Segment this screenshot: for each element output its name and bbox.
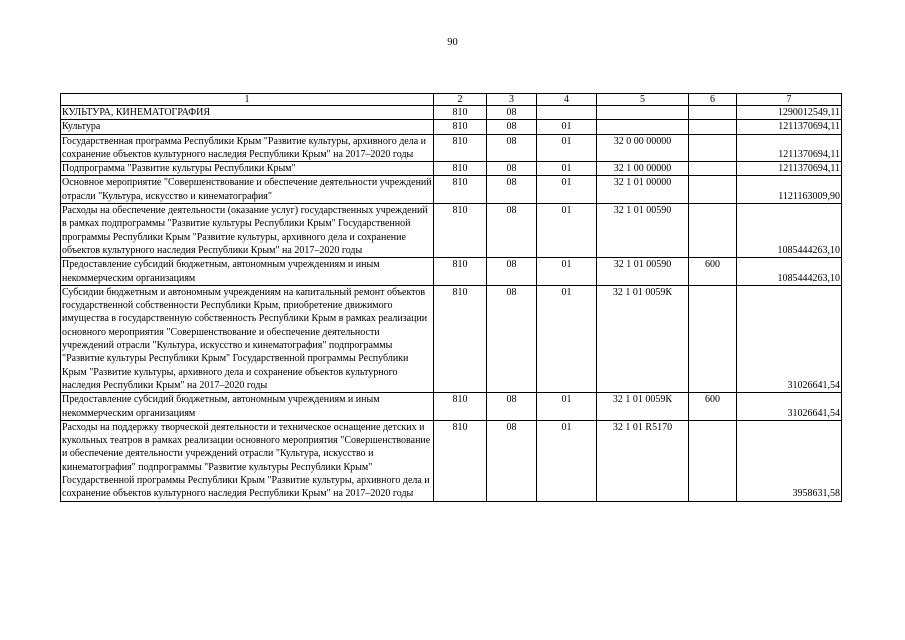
row-subsection-cell: 01 [537, 176, 597, 204]
header-cell: 5 [597, 94, 689, 106]
row-target-item-cell [597, 106, 689, 120]
table-row [61, 285, 842, 392]
row-section-cell: 08 [487, 162, 537, 176]
row-expense-type-cell [689, 285, 737, 392]
row-target-item-cell: 32 1 01 0059К [597, 285, 689, 392]
row-expense-type-cell: 600 [689, 393, 737, 421]
row-amount-cell: 1290012549,11 [737, 106, 842, 120]
row-name-cell: КУЛЬТУРА, КИНЕМАТОГРАФИЯ [61, 106, 434, 120]
row-amount-cell: 1085444263,10 [737, 258, 842, 286]
header-cell: 4 [537, 94, 597, 106]
row-name-cell: Субсидии бюджетным и автономным учреждениям на капитальный ремонт объектов государственной собственности Республики Крым, приобретение движимого имущества в государственную собственность Республики Крым в рамках реализации основного мероприятия "Совершенствование и обеспечение деятельности учреждений отрасли "Культура, искусство и кинематография" подпрограммы "Развитие культуры Республики Крым" Государственной программы Республики Крым "Развитие культуры, архивного дела и сохранение объектов культурного наследия Республики Крым" на 2017–2020 годы [61, 285, 434, 392]
row-name-cell: Основное мероприятие "Совершенствование и обеспечение деятельности учреждений отрасли "Культура, искусство и кинематография" [62, 177, 432, 202]
row-target-item-cell: 32 1 00 00000 [597, 162, 689, 176]
row-amount-cell: 1211370694,11 [737, 162, 842, 176]
row-expense-type-cell [689, 134, 737, 162]
row-name-cell: Расходы на поддержку творческой деятельности и техническое оснащение детских и кукольных театров в рамках реализации основного мероприятия "Совершенствование и обеспечение деятельности учреждений отрасли "Культура, искусство и кинематография" подпрограммы "Развитие культуры Республики Крым" Государственной программы Республики Крым "Развитие культуры, архивного дела и сохранение объектов культурного наследия Республики Крым" на 2017–2020 годы [61, 420, 434, 501]
page-number: 90 [447, 37, 458, 48]
row-section-cell: 08 [487, 393, 537, 421]
row-ministry-code-cell: 810 [434, 420, 487, 501]
row-subsection-cell: 01 [537, 420, 597, 501]
row-expense-type-cell [689, 106, 737, 120]
row-name-cell: Предоставление субсидий бюджетным, автономным учреждениям и иным некоммерческим организациям [61, 258, 434, 286]
row-expense-type-cell [689, 176, 737, 204]
row-amount-cell: 31026641,54 [737, 393, 842, 421]
row-section-cell: 08 [487, 285, 537, 392]
row-subsection-cell: 01 [537, 393, 597, 421]
table-row [61, 134, 842, 162]
row-target-item-cell: 32 1 01 R5170 [597, 420, 689, 501]
table-row [61, 106, 842, 120]
row-target-item-cell: 32 0 00 00000 [597, 134, 689, 162]
table-row [61, 420, 842, 501]
row-section-cell: 08 [487, 258, 537, 286]
row-ministry-code-cell: 810 [434, 176, 487, 204]
table-row [61, 176, 842, 204]
table-row [61, 162, 842, 176]
header-cell: 1 [61, 94, 434, 106]
row-subsection-cell: 01 [537, 162, 597, 176]
row-subsection-cell [537, 106, 597, 120]
row-target-item-cell: 32 1 01 00590 [597, 258, 689, 286]
row-expense-type-cell [689, 204, 737, 258]
header-cell: 2 [434, 94, 487, 106]
row-ministry-code-cell: 810 [434, 204, 487, 258]
row-expense-type-cell: 600 [689, 258, 737, 286]
row-section-cell: 08 [487, 106, 537, 120]
row-name-cell: Культура [61, 120, 434, 134]
row-name-cell: Предоставление субсидий бюджетным, автономным учреждениям и иным некоммерческим организациям [61, 393, 434, 421]
row-subsection-cell: 01 [537, 204, 597, 258]
table-row [61, 258, 842, 286]
header-cell: 7 [737, 94, 842, 106]
row-section-cell: 08 [487, 134, 537, 162]
row-section-cell: 08 [487, 176, 537, 204]
row-section-cell: 08 [487, 420, 537, 501]
row-ministry-code-cell: 810 [434, 393, 487, 421]
row-section-cell: 08 [487, 204, 537, 258]
table-row [61, 204, 842, 258]
row-ministry-code-cell: 810 [434, 134, 487, 162]
row-subsection-cell: 01 [537, 134, 597, 162]
row-name-cell: Подпрограмма "Развитие культуры Республики Крым" [61, 162, 434, 176]
row-expense-type-cell [689, 420, 737, 501]
row-target-item-cell: 32 1 01 00590 [597, 204, 689, 258]
row-section-cell: 08 [487, 120, 537, 134]
row-subsection-cell: 01 [537, 120, 597, 134]
row-amount-cell: 1211370694,11 [737, 120, 842, 134]
row-expense-type-cell [689, 162, 737, 176]
table-header-row [61, 94, 842, 106]
header-cell: 6 [689, 94, 737, 106]
row-name-cell: Расходы на обеспечение деятельности (оказание услуг) государственных учреждений в рамках подпрограммы "Развитие культуры Республики Крым" Государственной программы Республики Крым "Развитие культуры, архивного дела и сохранение объектов культурного наследия Республики Крым" на 2017–2020 годы [61, 204, 434, 258]
row-name-cell: Государственная программа Республики Крым "Развитие культуры, архивного дела и сохранение объектов культурного наследия Республики Крым" на 2017–2020 годы [61, 134, 434, 162]
row-ministry-code-cell: 810 [434, 106, 487, 120]
row-ministry-code-cell: 810 [434, 120, 487, 134]
table-row [61, 120, 842, 134]
header-cell: 3 [487, 94, 537, 106]
row-subsection-cell: 01 [537, 285, 597, 392]
row-amount-cell: 1121163009,90 [737, 176, 842, 204]
row-amount-cell: 1211370694,11 [737, 134, 842, 162]
row-amount-cell: 3958631,58 [737, 420, 842, 501]
row-ministry-code-cell: 810 [434, 285, 487, 392]
row-target-item-cell [597, 120, 689, 134]
budget-table [60, 93, 842, 502]
table-row [61, 393, 842, 421]
row-expense-type-cell [689, 120, 737, 134]
row-target-item-cell: 32 1 01 0059К [597, 393, 689, 421]
row-amount-cell: 31026641,54 [737, 285, 842, 392]
row-ministry-code-cell: 810 [434, 258, 487, 286]
row-target-item-cell: 32 1 01 00000 [597, 176, 689, 204]
row-ministry-code-cell: 810 [434, 162, 487, 176]
row-subsection-cell: 01 [537, 258, 597, 286]
row-amount-cell: 1085444263,10 [737, 204, 842, 258]
